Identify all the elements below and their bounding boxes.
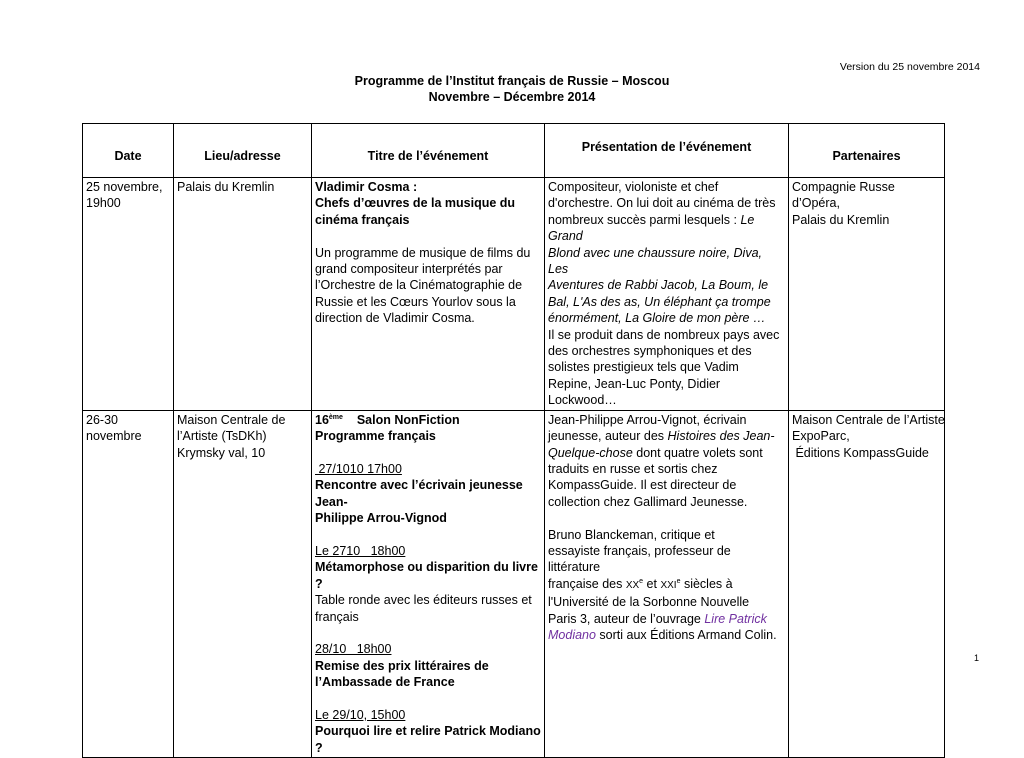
century-text: XXI <box>660 579 677 591</box>
presentation-line <box>548 611 785 627</box>
venue-text: l’Artiste (TsDKh) <box>177 429 267 444</box>
row1-date <box>83 178 174 411</box>
book-title-text: Quelque-chose <box>548 445 633 460</box>
date-text: 26-30 <box>86 412 118 427</box>
page-number: 1 <box>974 653 980 663</box>
film-title-line: énormément, La Gloire de mon père … <box>548 311 766 326</box>
row1-titre <box>312 178 545 411</box>
session-title-line: Philippe Arrou-Vignod <box>315 511 447 526</box>
title-line-1: Programme de l’Institut français de Russie – Moscou <box>354 74 670 88</box>
presentation-line: solistes prestigieux tels que Vadim <box>548 360 739 375</box>
presentation-line: Compositeur, violoniste et chef <box>548 180 719 194</box>
book-title-text: Lire Patrick <box>704 611 767 626</box>
film-title-line: Blond avec une chaussure noire, Diva, Les <box>548 245 763 277</box>
header-partenaires: Partenaires <box>789 124 945 178</box>
page-title <box>0 73 1024 105</box>
presentation-line <box>548 212 785 245</box>
header-date: Date <box>83 124 174 178</box>
table-row <box>83 178 945 411</box>
table-row <box>83 410 945 757</box>
session-description-line: Table ronde avec les éditeurs russes et <box>315 593 532 608</box>
row1-presentation <box>545 178 789 411</box>
session-datetime: Le 29/10, 15h00 <box>315 707 406 722</box>
century-suffix: e <box>639 577 644 585</box>
presentation-line: d'orchestre. On lui doit au cinéma de très <box>548 196 776 211</box>
row1-lieu <box>174 178 312 411</box>
date-text: 25 novembre, <box>86 180 163 194</box>
partner-line: Maison Centrale de l’Artiste <box>792 412 945 427</box>
address-text: Krymsky val, 10 <box>177 445 266 460</box>
venue-text: Maison Centrale de <box>177 412 286 427</box>
salon-name: Salon NonFiction <box>342 412 460 427</box>
version-date: Version du 25 novembre 2014 <box>839 61 980 73</box>
presentation-text: Paris 3, auteur de l’ouvrage <box>548 611 705 626</box>
century-suffix: e <box>676 577 681 585</box>
header-presentation: Présentation de l’événement <box>545 124 789 178</box>
event-title <box>315 412 541 428</box>
event-description-line: grand compositeur interprétés par <box>315 262 503 277</box>
partner-line: Palais du Kremlin <box>792 212 890 227</box>
edition-suffix: ème <box>328 413 343 421</box>
table-header-row <box>83 124 945 178</box>
presentation-text: siècles à <box>680 576 733 591</box>
presentation-line: essayiste français, professeur de littérature <box>548 543 731 575</box>
row2-date <box>83 410 174 757</box>
partner-line: d’Opéra, <box>792 196 840 211</box>
event-subtitle-line: Chefs d’œuvres de la musique du <box>315 196 516 211</box>
title-line-2: Novembre – Décembre 2014 <box>428 90 596 104</box>
session-title-line: Rencontre avec l’écrivain jeunesse Jean- <box>315 478 523 509</box>
row2-presentation <box>545 410 789 757</box>
session-title-line: Métamorphose ou disparition du livre ? <box>315 560 538 591</box>
presentation-text: française des <box>548 576 626 591</box>
presentation-text: et <box>643 576 661 591</box>
book-title-text: Modiano <box>548 627 596 642</box>
presentation-text: dont quatre volets sont <box>632 445 763 460</box>
presentation-line: des orchestres symphoniques et des <box>548 344 752 359</box>
presentation-text: jeunesse, auteur des <box>548 429 668 444</box>
partner-line: Éditions KompassGuide <box>792 445 929 460</box>
presentation-line: Bruno Blanckeman, critique et <box>548 527 715 542</box>
presentation-line: KompassGuide. Il est directeur de <box>548 478 737 493</box>
session-title-line: Pourquoi lire et relire Patrick Modiano ? <box>315 724 541 755</box>
session-datetime: Le 2710 18h00 <box>315 543 406 558</box>
date-text: novembre <box>86 429 142 444</box>
session-title-line: Remise des prix littéraires de <box>315 658 489 673</box>
partner-line: Compagnie Russe <box>792 180 895 194</box>
presentation-text: nombreux succès parmi lesquels : <box>548 212 741 227</box>
presentation-line: Repine, Jean-Luc Ponty, Didier Lockwood… <box>548 376 721 408</box>
header-titre: Titre de l’événement <box>312 124 545 178</box>
row1-partenaires <box>789 178 945 411</box>
header-lieu: Lieu/adresse <box>174 124 312 178</box>
film-title-line: Bal, L'As des as, Un éléphant ça trompe <box>548 294 771 309</box>
row2-lieu <box>174 410 312 757</box>
event-title: Vladimir Cosma : <box>315 180 418 194</box>
presentation-line: collection chez Gallimard Jeunesse. <box>548 494 748 509</box>
presentation-line <box>548 576 785 594</box>
edition-number: 16 <box>315 412 329 427</box>
venue-text: Palais du Kremlin <box>177 180 275 194</box>
session-datetime: 27/1010 17h00 <box>315 461 402 476</box>
event-subtitle-line: Programme français <box>315 429 436 444</box>
presentation-line <box>548 428 785 444</box>
session-datetime: 28/10 18h00 <box>315 642 392 657</box>
session-description-line: français <box>315 609 359 624</box>
presentation-line <box>548 627 785 643</box>
event-description-line: Un programme de musique de films du <box>315 245 531 260</box>
row2-partenaires <box>789 410 945 757</box>
presentation-text: sorti aux Éditions Armand Colin. <box>595 627 777 642</box>
presentation-line: traduits en russe et sortis chez <box>548 461 718 476</box>
session-title-line: l’Ambassade de France <box>315 675 455 690</box>
book-title-text: Histoires des Jean- <box>667 429 775 444</box>
presentation-line: Jean-Philippe Arrou-Vignot, écrivain <box>548 412 747 427</box>
event-description-line: l’Orchestre de la Cinématographie de <box>315 278 523 293</box>
row2-titre <box>312 410 545 757</box>
time-text: 19h00 <box>86 196 121 211</box>
program-table <box>82 123 945 758</box>
presentation-line <box>548 445 785 461</box>
presentation-line: l'Université de la Sorbonne Nouvelle <box>548 595 750 610</box>
partner-line: ExpoParc, <box>792 429 850 444</box>
presentation-line: Il se produit dans de nombreux pays avec <box>548 327 780 342</box>
film-title-line: Aventures de Rabbi Jacob, La Boum, le <box>548 278 769 293</box>
film-title-text: Le Grand <box>548 212 755 244</box>
event-description-line: direction de Vladimir Cosma. <box>315 311 475 326</box>
event-description-line: Russie et les Cœurs Yourlov sous la <box>315 294 516 309</box>
event-subtitle-line: cinéma français <box>315 212 410 227</box>
century-text: XX <box>625 579 640 591</box>
